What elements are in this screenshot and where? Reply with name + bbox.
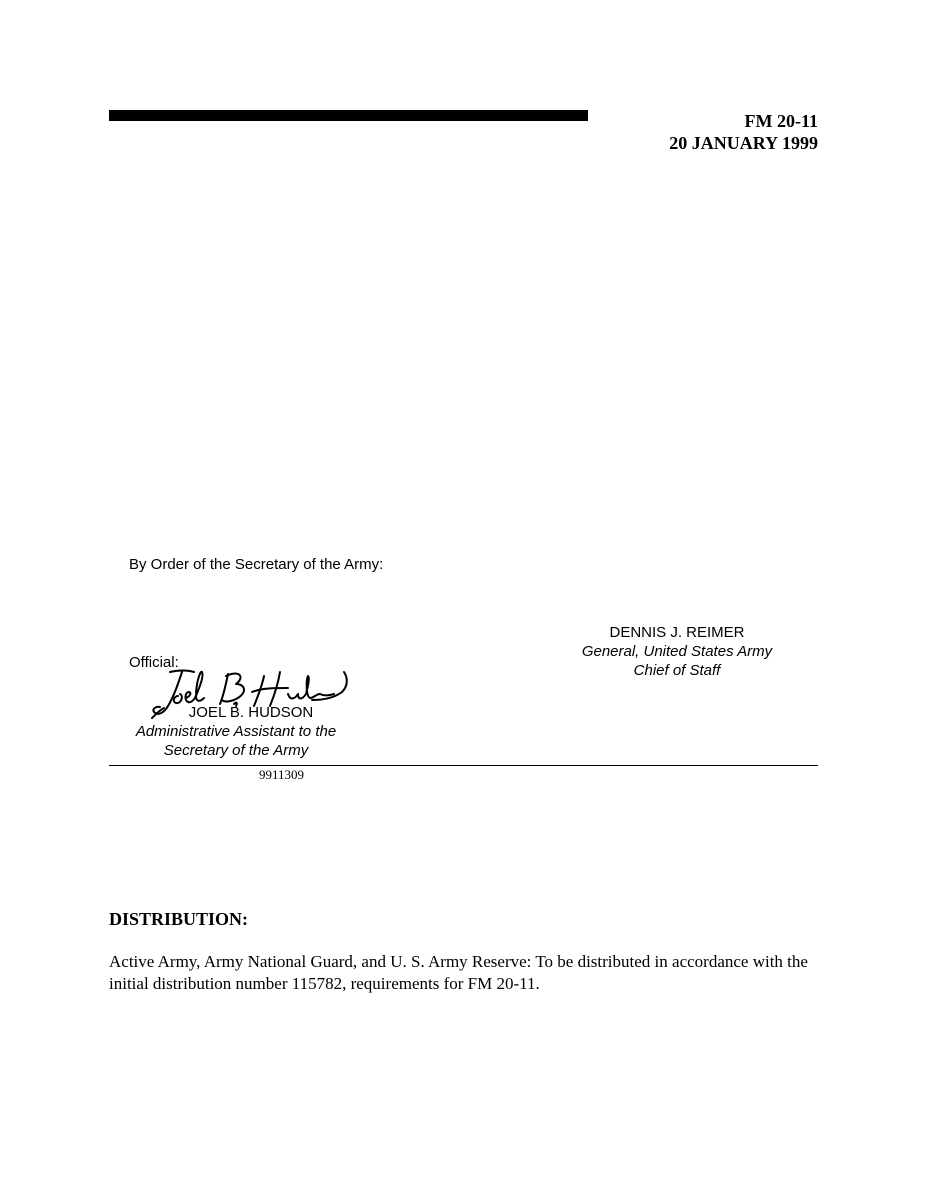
pin-number: 9911309 [259, 767, 305, 782]
official-label: Official: [129, 654, 179, 671]
chief-name: DENNIS J. REIMER [609, 624, 745, 641]
distribution-text: Active Army, Army National Guard, and U. S. Army Reserve: To be distributed in accordance with the initial distribution number 115782, requirements for FM 20-11. [109, 952, 808, 993]
distribution-heading: DISTRIBUTION: [109, 909, 249, 929]
by-order-line: By Order of the Secretary of the Army: [129, 556, 384, 573]
official-title-line1: Administrative Assistant to the [135, 723, 337, 740]
official-title-line2: Secretary of the Army [163, 742, 309, 759]
official-name: JOEL B. HUDSON [188, 704, 314, 721]
chief-title: Chief of Staff [633, 662, 721, 679]
header-rule-bar [109, 110, 588, 121]
authentication-divider [109, 765, 818, 766]
document-identifier [669, 110, 818, 154]
doc-date: 20 JANUARY 1999 [669, 133, 818, 153]
chief-of-staff-block [563, 623, 791, 680]
chief-rank: General, United States Army [581, 643, 773, 660]
official-signature-block [120, 703, 352, 760]
doc-number: FM 20-11 [744, 111, 818, 131]
